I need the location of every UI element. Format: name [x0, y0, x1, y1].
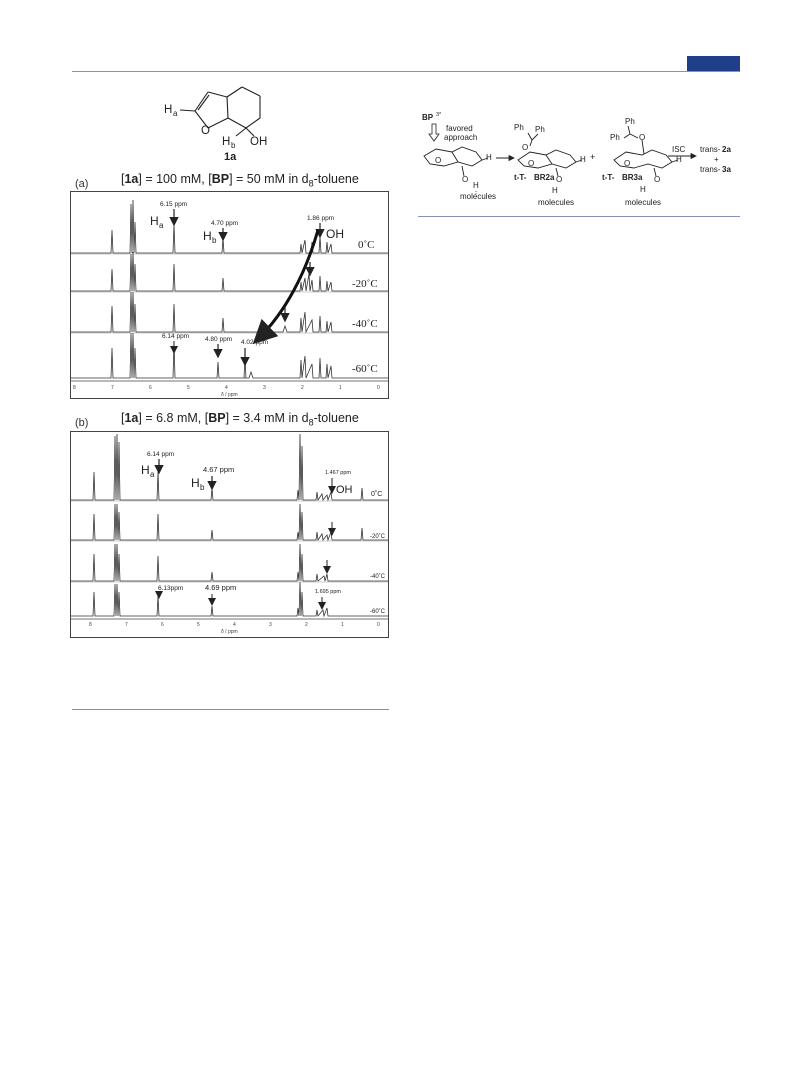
temp-label-0: 0˚C [358, 239, 375, 251]
ha-annotation: H [141, 463, 150, 477]
h-label: H [640, 185, 646, 194]
oh-label: OH [250, 136, 268, 148]
oxygen-label: O [522, 143, 529, 152]
trans-prefix: trans- [700, 145, 721, 154]
axis-tick: 5 [187, 385, 190, 391]
h-label: H [473, 181, 479, 190]
temp-label-minus-20: -20˚C [370, 534, 386, 540]
molecules-text-1: molecules [460, 192, 497, 201]
ph-label: Ph [625, 117, 635, 126]
peak-label-4-02: 4.02 ppm [241, 339, 269, 346]
hb-sub: b [231, 141, 236, 150]
peak-label-4-67: 4.67 ppm [203, 465, 235, 474]
peak-label-4-70: 4.70 ppm [211, 220, 239, 227]
oxygen-label: O [435, 156, 442, 165]
compound-label: 1a [224, 151, 237, 163]
molecule-1a-structure [150, 82, 300, 164]
peak-label-6-15: 6.15 ppm [160, 201, 188, 208]
axis-tick: 3 [269, 622, 272, 628]
peak-label-1-467: 1.467 ppm [325, 470, 351, 476]
axis-tick: 8 [73, 385, 76, 391]
bp-sup: 3* [436, 112, 442, 118]
hb-annotation-sub: b [212, 236, 217, 245]
temp-label-minus-60: -60˚C [352, 363, 378, 375]
ha-annotation-sub: a [159, 221, 164, 230]
axis-tick: 6 [149, 385, 152, 391]
peak-label-6-14: 6.14 ppm [162, 333, 190, 340]
axis-tick: 4 [233, 622, 236, 628]
ph-label: Ph [610, 133, 620, 142]
br2a-prefix: t-T- [514, 173, 527, 182]
oxygen-label: O [462, 175, 469, 184]
oh-annotation: OH [326, 227, 344, 241]
figure-rule-right [418, 216, 740, 217]
ha-annotation-sub: a [150, 470, 155, 479]
axis-tick: 1 [339, 385, 342, 391]
molecules-text-3: molecules [625, 198, 662, 207]
h-label: H [552, 186, 558, 195]
header-accent-tab [687, 56, 740, 71]
temp-label-minus-60: -60˚C [370, 609, 386, 615]
ha-sub: a [173, 109, 178, 118]
molecules-text-2: molecules [538, 198, 575, 207]
temp-label-minus-20: -20˚C [352, 278, 378, 290]
temp-label-0: 0˚C [371, 491, 383, 498]
h-label: H [486, 153, 492, 162]
oxygen-label: O [528, 159, 535, 168]
ph-label: Ph [514, 123, 524, 132]
reaction-scheme [418, 106, 740, 214]
axis-tick: 1 [341, 622, 344, 628]
axis-tick: 8 [89, 622, 92, 628]
isc-label: ISC [672, 145, 686, 154]
figure-rule-left [72, 709, 389, 710]
br3a-prefix: t-T- [602, 173, 615, 182]
br2a-label: BR2a [534, 173, 555, 182]
approach-text: approach [444, 133, 478, 142]
bp-label: BP [422, 113, 434, 122]
nmr-spectrum-b [70, 431, 389, 638]
ring-oxygen: O [201, 125, 210, 137]
plus-sign: + [590, 152, 596, 162]
oxygen-label: O [654, 175, 661, 184]
oh-annotation: OH [336, 484, 353, 496]
peak-label-4-69: 4.69 ppm [205, 583, 237, 592]
axis-label: δ / ppm [221, 629, 238, 635]
peak-label-1-695: 1.695 ppm [315, 589, 341, 595]
peak-label-1-86: 1.86 ppm [307, 215, 335, 222]
h-label: H [676, 155, 682, 164]
oxygen-label: O [639, 133, 646, 142]
hb-annotation: H [203, 229, 212, 243]
panel-a-label: (a) [75, 178, 89, 190]
hb-annotation-sub: b [200, 483, 205, 492]
header-rule [72, 71, 740, 72]
axis-label: δ / ppm [221, 392, 238, 398]
ph-label: Ph [535, 125, 545, 134]
hb-annotation: H [191, 476, 200, 490]
trans-prefix: trans- [700, 165, 721, 174]
axis-tick: 0 [377, 622, 380, 628]
br3a-label: BR3a [622, 173, 643, 182]
h-label: H [580, 155, 586, 164]
favored-text: favored [446, 124, 473, 133]
hb-label: H [222, 136, 231, 148]
panel-a-title: [1a] = 100 mM, [BP] = 50 mM in $d_8$-toluene [121, 172, 359, 189]
axis-tick: 4 [225, 385, 228, 391]
axis-tick: 5 [197, 622, 200, 628]
peak-label-4-80: 4.80 ppm [205, 336, 233, 343]
ha-annotation: H [150, 214, 159, 228]
panel-b-title: [1a] = 6.8 mM, [BP] = 3.4 mM in $d_8$-toluene [121, 411, 359, 428]
peak-label-6-14: 6.14 ppm [147, 451, 175, 458]
oxygen-label: O [556, 175, 563, 184]
axis-tick: 2 [305, 622, 308, 628]
axis-tick: 0 [377, 385, 380, 391]
product-3a: 3a [722, 165, 731, 174]
nmr-spectrum-a [70, 191, 389, 399]
peak-label-6-13: 6.13ppm [158, 585, 184, 592]
axis-tick: 6 [161, 622, 164, 628]
plus-sign: + [714, 155, 719, 164]
product-2a: 2a [722, 145, 731, 154]
temp-label-minus-40: -40˚C [370, 574, 386, 580]
panel-b-label: (b) [75, 417, 89, 429]
axis-tick: 2 [301, 385, 304, 391]
axis-tick: 7 [125, 622, 128, 628]
axis-tick: 3 [263, 385, 266, 391]
temp-label-minus-40: -40˚C [352, 318, 378, 330]
oxygen-label: O [624, 159, 631, 168]
ha-label: H [164, 104, 173, 116]
axis-tick: 7 [111, 385, 114, 391]
